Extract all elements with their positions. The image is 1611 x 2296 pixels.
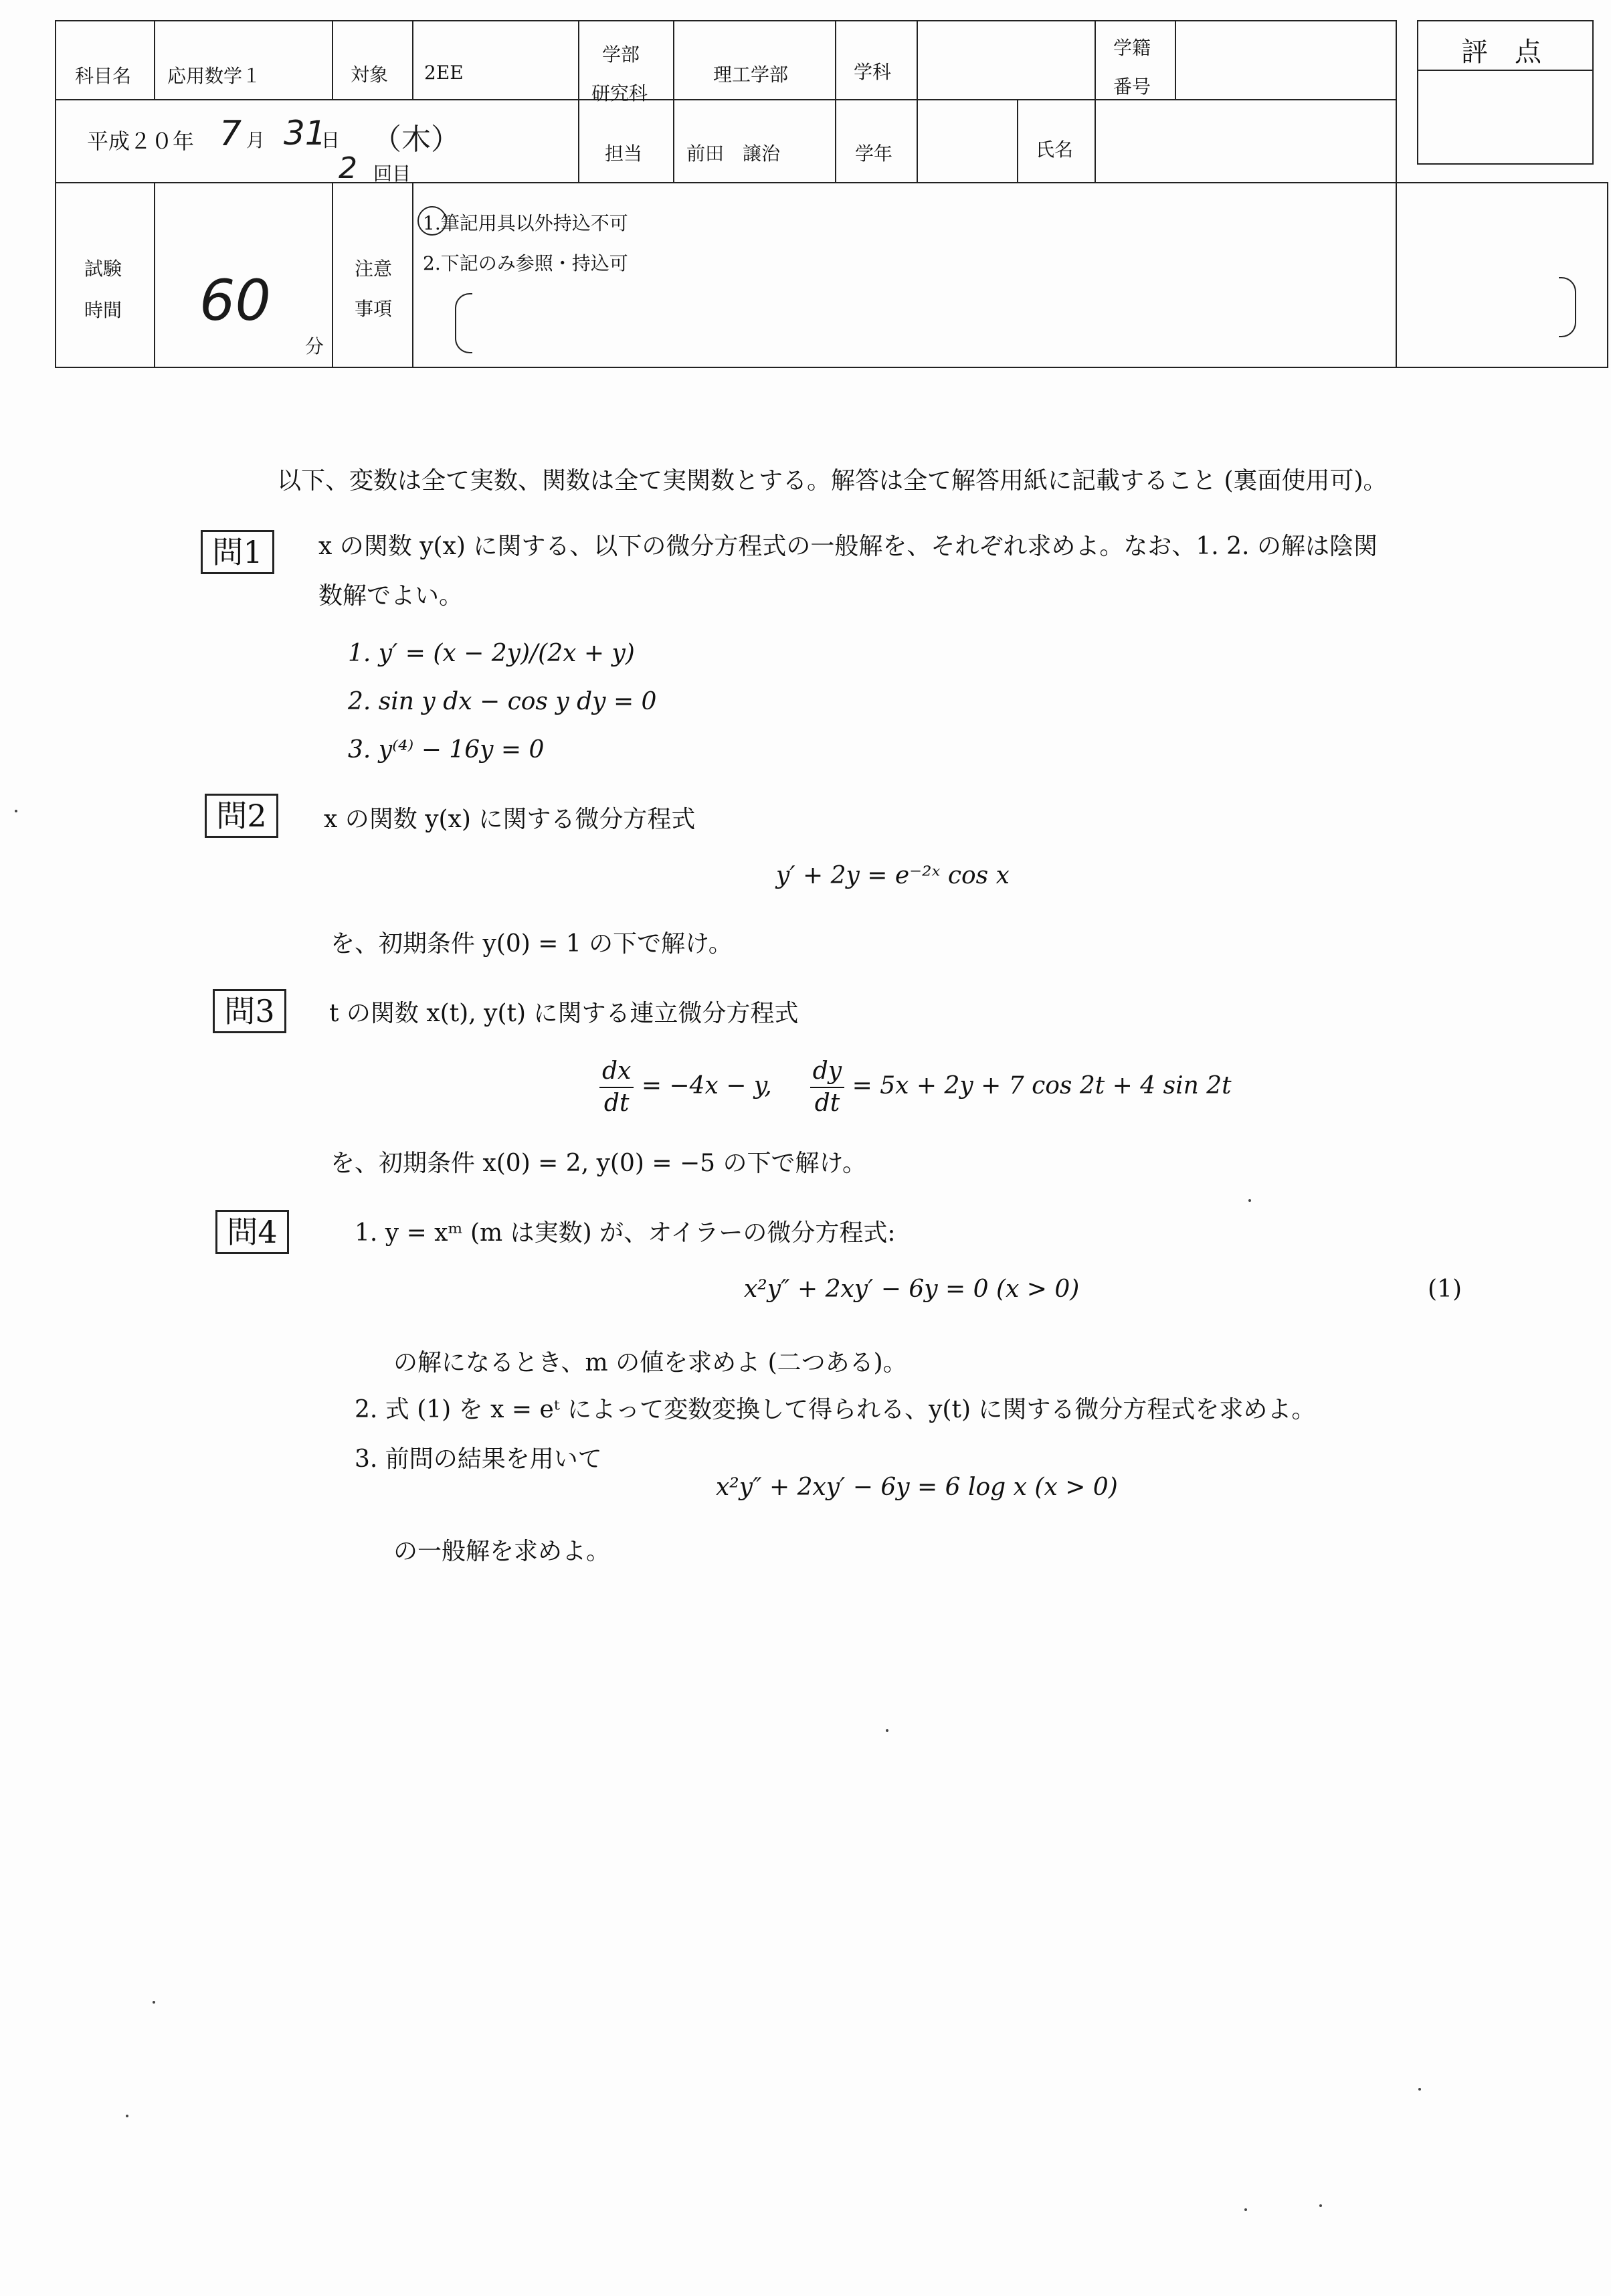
date-day-unit: 日 (321, 129, 341, 151)
q1-item-1: 1. y′ = (x − 2y)/(2x + y) (348, 640, 635, 667)
q4-item3-text: 3. 前問の結果を用いて (355, 1445, 602, 1473)
session-unit: 回目 (373, 163, 411, 185)
q3-text-1: t の関数 x(t), y(t) に関する連立微分方程式 (329, 1000, 799, 1027)
target-value: 2EE (424, 62, 464, 84)
q2-text-2: を、初期条件 y(0) = 1 の下で解け。 (330, 930, 733, 958)
scan-speck (126, 2115, 128, 2117)
session-handwritten: 2 (339, 151, 357, 185)
student-id-label-1: 学籍 (1113, 37, 1151, 59)
note-2: 2.下記のみ参照・持込可 (423, 252, 628, 274)
q3-frac-dx-dt: $\frac{dx}{dt}$ (599, 1056, 634, 1119)
scan-speck (1244, 2208, 1247, 2211)
note-bracket-left (455, 293, 472, 353)
notes-row-tail (1396, 182, 1608, 368)
scan-speck (1319, 2204, 1322, 2207)
q1-item-3: 3. y⁽⁴⁾ − 16y = 0 (348, 736, 545, 764)
target-label: 対象 (351, 64, 389, 86)
subject-value: 応用数学１ (167, 65, 262, 87)
q4-item1-text: 1. y = xᵐ (m は実数) が、オイラーの微分方程式: (355, 1219, 896, 1247)
score-label: 評 点 (1461, 37, 1541, 68)
notes-label-2: 事項 (355, 298, 393, 320)
q4-item1-eqnum: (1) (1428, 1275, 1462, 1303)
instructor-label: 担当 (605, 143, 643, 165)
q1-text-1: x の関数 y(x) に関する、以下の微分方程式の一般解を、それぞれ求めよ。なお、1. 2. の解は陰関 (318, 533, 1378, 560)
q3-eq1-rhs: = −4x − y, (641, 1072, 772, 1099)
student-id-label-2: 番号 (1113, 76, 1151, 98)
date-month-handwritten: 7 (219, 114, 242, 154)
q3-label: 問3 (213, 989, 286, 1033)
q4-label: 問4 (215, 1210, 289, 1254)
date-day-handwritten: 31 (284, 114, 326, 153)
q3-frac-dy-dt: $\frac{dy}{dt}$ (810, 1056, 844, 1119)
subject-label: 科目名 (75, 65, 132, 87)
date-month-unit: 月 (246, 129, 266, 151)
scan-speck (1248, 1199, 1251, 1202)
exam-time-unit: 分 (305, 335, 324, 357)
scan-speck (15, 810, 17, 812)
scan-speck (886, 1729, 888, 1732)
dept-label: 学科 (854, 61, 892, 83)
intro-text: 以下、変数は全て実数、関数は全て実関数とする。解答は全て解答用紙に記載すること (裏面使用可)。 (277, 467, 1388, 495)
q4-item2-text: 2. 式 (1) を x = eᵗ によって変数変換して得られる、y(t) に関する微分方程式を求めよ。 (355, 1396, 1316, 1423)
q2-equation: y′ + 2y = e⁻²ˣ cos x (776, 862, 1010, 889)
q1-item-2: 2. sin y dx − cos y dy = 0 (348, 688, 657, 715)
exam-label-2: 時間 (84, 299, 122, 321)
faculty-label-1: 学部 (602, 43, 640, 66)
q2-label: 問2 (205, 794, 278, 838)
q1-label: 問1 (201, 530, 274, 574)
q4-item1-text-2: の解になるとき、m の値を求めよ (二つある)。 (393, 1349, 907, 1377)
q3-eq2-rhs: = 5x + 2y + 7 cos 2t + 4 sin 2t (852, 1072, 1232, 1099)
note-bracket-right (1559, 277, 1576, 337)
instructor-value: 前田 譲治 (686, 143, 781, 165)
date-weekday-handwritten: （木） (372, 122, 460, 157)
faculty-label-2: 研究科 (591, 82, 648, 104)
date-printed: 平成２０年 (87, 128, 195, 154)
year-label: 学年 (855, 143, 893, 165)
q4-item3-equation: x²y″ + 2xy′ − 6y = 6 log x (x > 0) (716, 1474, 1118, 1501)
faculty-value: 理工学部 (713, 64, 789, 86)
q4-item1-equation: x²y″ + 2xy′ − 6y = 0 (x > 0) (744, 1275, 1080, 1303)
q4-item3-text-2: の一般解を求めよ。 (393, 1538, 611, 1565)
scan-speck (1418, 2088, 1421, 2091)
q1-text-2: 数解でよい。 (318, 582, 464, 610)
exam-label-1: 試験 (84, 258, 122, 280)
note-1: 1.筆記用具以外持込不可 (423, 212, 628, 234)
notes-label-1: 注意 (355, 258, 393, 280)
q2-text-1: x の関数 y(x) に関する微分方程式 (324, 806, 696, 833)
q3-text-2: を、初期条件 x(0) = 2, y(0) = −5 の下で解け。 (330, 1150, 867, 1177)
name-label: 氏名 (1036, 139, 1074, 161)
q3-equation (599, 1056, 1232, 1119)
scan-speck (153, 2001, 155, 2004)
exam-time-handwritten: 60 (199, 268, 271, 333)
